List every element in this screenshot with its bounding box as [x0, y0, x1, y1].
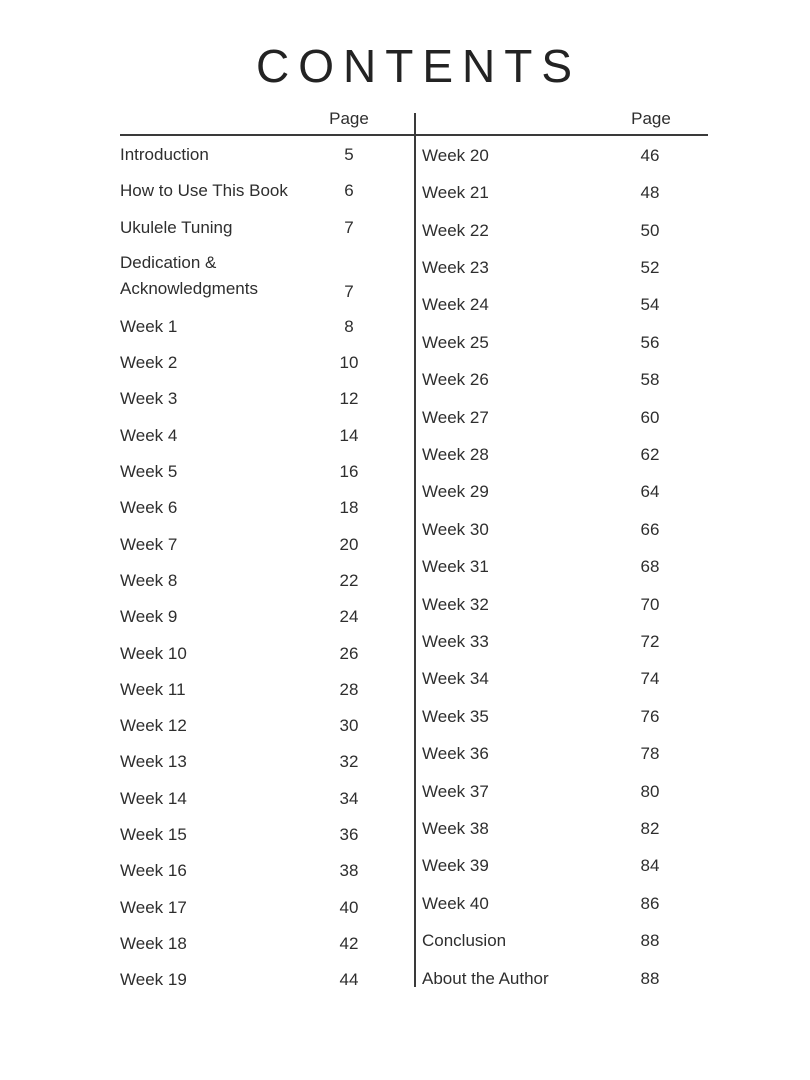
toc-entry-label: Week 12 [120, 716, 187, 736]
toc-entry-page-number: 58 [640, 370, 660, 390]
toc-entry-label: Week 14 [120, 788, 187, 808]
toc-entry-label-line: Dedication & [120, 252, 217, 272]
toc-entry-page-number: 70 [640, 594, 660, 614]
toc-entry-label: Week 24 [422, 295, 489, 315]
toc-entry [422, 698, 679, 735]
toc-entry-page-number: 42 [339, 934, 359, 953]
toc-entry-page-number: 6 [344, 181, 354, 201]
toc-entry-page-number: 88 [640, 968, 660, 988]
toc-entry-page-number: 54 [640, 295, 660, 315]
toc-entry-label: Week 13 [120, 752, 187, 772]
toc-entry-label: Week 23 [422, 257, 489, 277]
toc-entry-page-number: 78 [640, 744, 660, 764]
toc-entry [422, 436, 679, 473]
toc-entry [422, 623, 679, 660]
toc-entry [422, 399, 679, 436]
toc-entry-page-number: 16 [339, 461, 359, 481]
toc-entry-page-number: 34 [339, 788, 359, 808]
toc-entry-label: Introduction [120, 145, 209, 165]
toc-entry-page-number: 7 [344, 281, 354, 301]
toc-entry-label: Week 21 [422, 183, 489, 203]
toc-entry [422, 174, 679, 211]
toc-entry [422, 586, 679, 623]
toc-entry-label: Week 16 [120, 861, 187, 881]
toc-entry-label: Week 19 [120, 970, 187, 990]
toc-entry-label: Conclusion [422, 931, 507, 951]
toc-entry-page-number: 76 [640, 706, 660, 726]
toc-entry-page-number: 30 [339, 716, 359, 736]
toc-entry-label: Week 9 [120, 607, 178, 627]
toc-entry-page-number: 7 [344, 217, 354, 237]
toc-entry-label: Week 27 [422, 407, 489, 427]
toc-entry-page-number: 66 [640, 519, 660, 539]
toc-entry-label: Week 26 [422, 370, 489, 390]
toc-entry [422, 137, 679, 174]
toc-entry-page-number: 32 [339, 752, 359, 772]
toc-entry-page-number: 60 [640, 407, 660, 427]
toc-entry-label: Week 30 [422, 519, 489, 539]
toc-entry [422, 249, 679, 286]
toc-entry-page-number: 50 [640, 220, 660, 240]
toc-entry [422, 324, 679, 361]
toc-entry-page-number: 20 [339, 534, 359, 554]
toc-entry-page-number: 68 [640, 557, 660, 577]
toc-entry-page-number: 26 [339, 643, 359, 663]
toc-entry [120, 210, 378, 246]
toc-entry-page-number: 38 [339, 861, 359, 881]
toc-entry-page-number: 5 [344, 145, 354, 165]
toc-entry-label: Week 15 [120, 825, 187, 845]
toc-entry-label: Week 6 [120, 498, 178, 518]
toc-entry [422, 736, 679, 773]
toc-entry-label: Week 28 [422, 444, 489, 464]
toc-entry-label: Week 32 [422, 594, 489, 614]
toc-entry-page-number: 44 [339, 970, 359, 990]
toc-entry-label: About the Author [422, 968, 549, 988]
toc-entry-label: Week 17 [120, 897, 187, 917]
toc-entry [120, 817, 378, 853]
toc-entry [422, 511, 679, 548]
toc-entry [422, 212, 679, 249]
toc-entry [120, 635, 378, 671]
toc-entry-label-line: Acknowledgments [120, 278, 258, 298]
toc-entry [120, 417, 378, 453]
toc-entry-page-number: 10 [339, 353, 359, 372]
toc-entry-label: Week 37 [422, 781, 489, 801]
toc-entry-page-number: 12 [339, 389, 359, 409]
page-column-header-right: Page [631, 109, 671, 128]
toc-entry-label: Week 25 [422, 332, 489, 352]
toc-entry-label: Week 29 [422, 482, 489, 502]
toc-entry-label: Week 34 [422, 669, 489, 689]
toc-entry-page-number: 88 [640, 931, 660, 951]
page-column-header-left: Page [329, 109, 369, 128]
toc-entry-label: Week 10 [120, 643, 187, 663]
toc-entry-label: Week 4 [120, 425, 178, 445]
toc-entry [422, 474, 679, 511]
toc-entry-label [120, 250, 320, 302]
toc-entry-label: Week 39 [422, 856, 489, 876]
toc-entry [422, 885, 679, 922]
toc-entry-page-number: 84 [640, 856, 660, 876]
toc-entry-page-number: 22 [339, 570, 359, 590]
toc-entry [120, 926, 378, 962]
toc-entry [422, 848, 679, 885]
toc-entry [120, 173, 378, 209]
toc-entry [120, 526, 378, 562]
toc-column-left [120, 137, 378, 998]
toc-entry-label: Week 8 [120, 570, 178, 590]
toc-entry-label: Week 40 [422, 893, 489, 913]
toc-entry-label: Week 3 [120, 389, 178, 409]
toc-entry-label: How to Use This Book [120, 181, 288, 201]
toc-entry [120, 345, 378, 381]
toc-entry-label: Week 31 [422, 557, 489, 577]
toc-entry [422, 661, 679, 698]
toc-entry [120, 381, 378, 417]
toc-entry-label: Week 2 [120, 353, 178, 372]
toc-entry [422, 548, 679, 585]
toc-entry-label: Week 36 [422, 744, 489, 764]
toc-entry-page-number: 52 [640, 257, 660, 277]
toc-entry-page-number: 62 [640, 444, 660, 464]
toc-entry [120, 853, 378, 889]
toc-entry-label: Week 7 [120, 534, 178, 554]
toc-entry [422, 361, 679, 398]
toc-entry-page-number: 28 [339, 679, 359, 699]
column-divider [414, 113, 416, 987]
toc-entry-page-number: 80 [640, 781, 660, 801]
toc-entry-page-number: 24 [339, 607, 359, 627]
toc-entry [120, 599, 378, 635]
toc-entry-label: Week 18 [120, 934, 187, 953]
toc-entry [422, 773, 679, 810]
toc-entry-page-number: 18 [339, 498, 359, 518]
toc-entry-label: Week 1 [120, 316, 178, 336]
toc-entry-label: Week 38 [422, 819, 489, 839]
toc-entry-label: Ukulele Tuning [120, 217, 233, 237]
toc-entry-page-number: 8 [344, 316, 354, 336]
toc-entry-page-number: 74 [640, 669, 660, 689]
toc-entry-label: Week 11 [120, 679, 186, 699]
toc-entry-page-number: 40 [339, 897, 359, 917]
toc-entry [422, 287, 679, 324]
toc-entry [120, 309, 378, 345]
toc-entry [422, 923, 679, 960]
toc-entry-label: Week 22 [422, 220, 489, 240]
toc-entry [120, 962, 378, 998]
toc-entry [120, 781, 378, 817]
toc-entry [422, 810, 679, 847]
toc-entry [422, 960, 679, 997]
toc-entry-label: Week 33 [422, 631, 489, 651]
toc-entry-page-number: 82 [640, 819, 660, 839]
toc-entry-label: Week 5 [120, 461, 178, 481]
toc-entry-label: Week 20 [422, 145, 489, 165]
toc-entry-page-number: 56 [640, 332, 660, 352]
toc-entry-page-number: 64 [640, 482, 660, 502]
toc-entry [120, 454, 378, 490]
toc-entry [120, 563, 378, 599]
toc-entry [120, 672, 378, 708]
toc-entry-page-number: 72 [640, 631, 660, 651]
toc-entry-page-number: 48 [640, 183, 660, 203]
toc-entry-page-number: 86 [640, 893, 660, 913]
toc-entry-page-number: 36 [339, 825, 359, 845]
toc-entry-label: Week 35 [422, 706, 489, 726]
toc-entry-page-number: 46 [640, 145, 660, 165]
toc-entry [120, 246, 378, 309]
toc-entry [120, 490, 378, 526]
toc-entry-page-number: 14 [339, 425, 359, 445]
page-title: CONTENTS [256, 40, 581, 92]
toc-entry [120, 890, 378, 926]
toc-entry [120, 137, 378, 173]
toc-entry [120, 708, 378, 744]
toc-entry [120, 744, 378, 780]
toc-column-right [422, 137, 679, 997]
